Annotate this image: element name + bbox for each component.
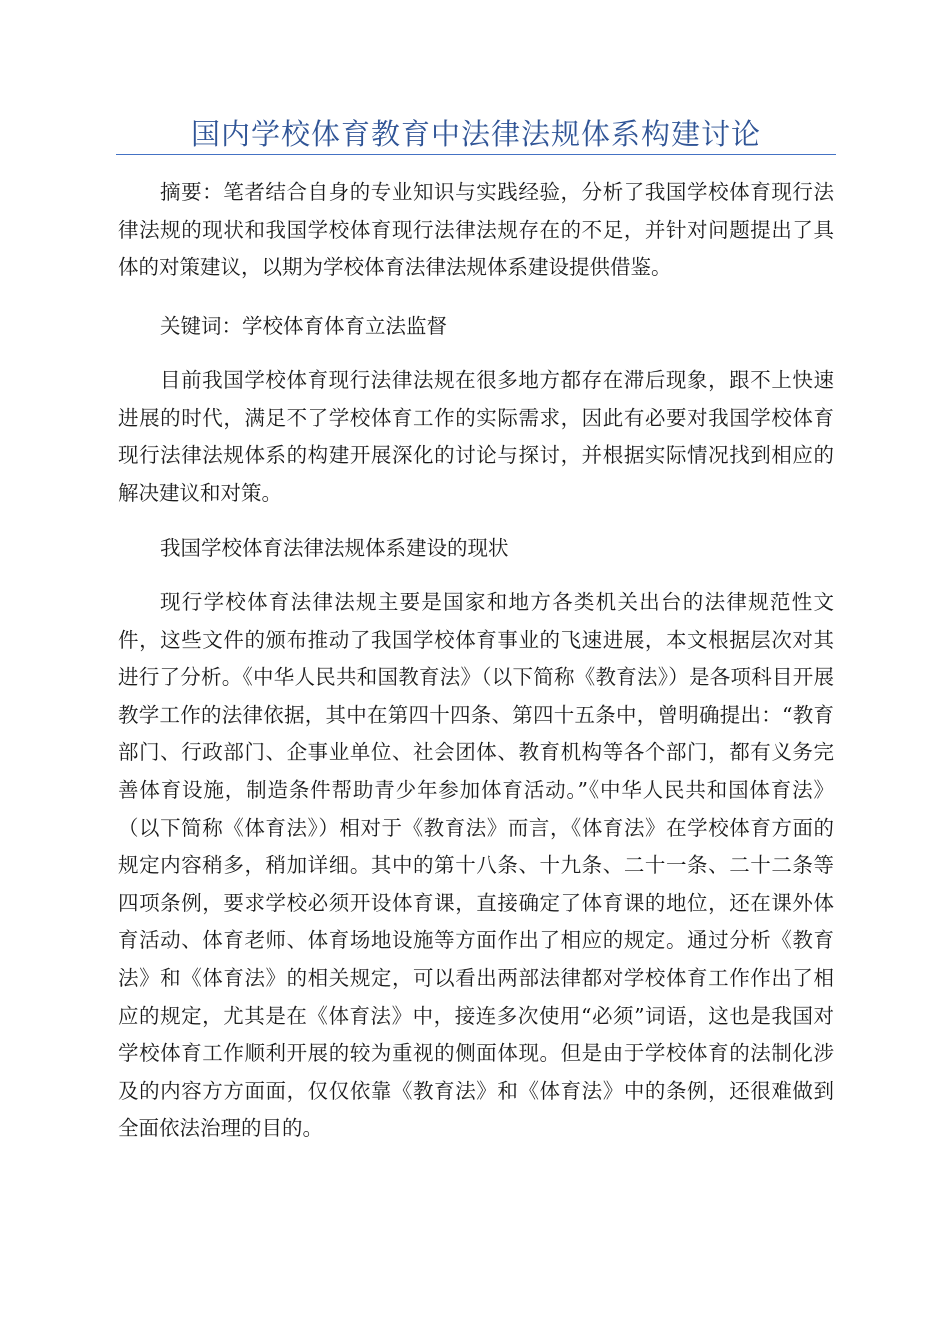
keywords-paragraph: 关键词：学校体育体育立法监督	[160, 314, 447, 338]
section-heading: 我国学校体育法律法规体系建设的现状	[160, 536, 509, 560]
document-title: 国内学校体育教育中法律法规体系构建讨论	[190, 117, 761, 151]
title-underline	[116, 154, 836, 155]
intro-paragraph: 目前我国学校体育现行法律法规在很多地方都存在滞后现象，跟不上快速进展的时代，满足不了学校体育工作的实际需求，因此有必要对我国学校体育现行法律法规体系的构建开展深化的讨论与探讨，并根据实际情况找到相应的解决建议和对策。	[118, 368, 834, 505]
abstract-paragraph: 摘要：笔者结合自身的专业知识与实践经验，分析了我国学校体育现行法律法规的现状和我国学校体育现行法律法规存在的不足，并针对问题提出了具体的对策建议，以期为学校体育法律法规体系建设提供借鉴。	[118, 180, 834, 280]
section-body-paragraph: 现行学校体育法律法规主要是国家和地方各类机关出台的法律规范性文件，这些文件的颁布推动了我国学校体育事业的飞速进展，本文根据层次对其进行了分析。《中华人民共和国教育法》（以下简称《教育法》）是各项科目开展教学工作的法律依据，其中在第四十四条、第四十五条中，曾明确提出：“教育部门、行政部门、企事业单位、社会团体、教育机构等各个部门，都有义务完善体育设施，制造条件帮助青少年参加体育活动。”《中华人民共和国体育法》（以下简称《体育法》）相对于《教育法》而言，《体育法》在学校体育方面的规定内容稍多，稍加详细。其中的第十八条、十九条、二十一条、二十二条等四项条例，要求学校必须开设体育课，直接确定了体育课的地位，还在课外体育活动、体育老师、体育场地设施等方面作出了相应的规定。通过分析《教育法》和《体育法》的相关规定，可以看出两部法律都对学校体育工作作出了相应的规定，尤其是在《体育法》中，接连多次使用“必须”词语，这也是我国对学校体育工作顺利开展的较为重视的侧面体现。但是由于学校体育的法制化涉及的内容方方面面，仅仅依靠《教育法》和《体育法》中的条例，还很难做到全面依法治理的目的。	[118, 590, 834, 1141]
